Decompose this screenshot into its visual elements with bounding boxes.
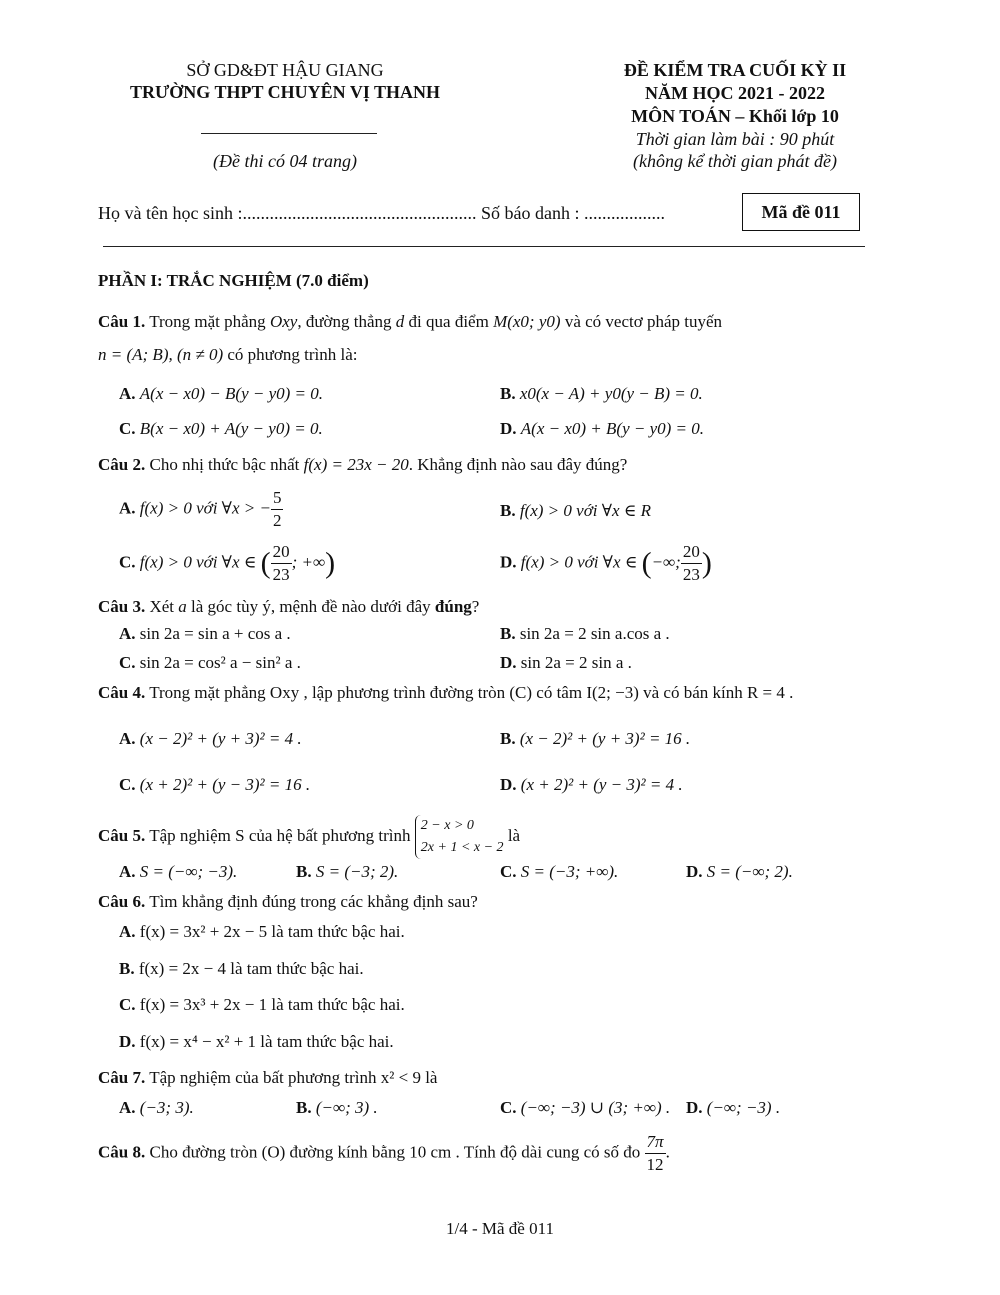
- q6-option-c[interactable]: C. f(x) = 3x³ + 2x − 1 là tam thức bậc hai.: [119, 995, 405, 1014]
- question-label: Câu 7.: [98, 1068, 146, 1087]
- page-footer: 1/4 - Mã đề 011: [446, 1219, 554, 1238]
- section-title: PHẦN I: TRẮC NGHIỆM (7.0 điểm): [98, 271, 369, 290]
- q7-option-d[interactable]: D. (−∞; −3) .: [686, 1098, 781, 1117]
- q7-option-c[interactable]: C. (−∞; −3) ∪ (3; +∞) .: [500, 1098, 671, 1117]
- question-8: Câu 8. Cho đường tròn (O) đường kính bằng 10 cm . Tính độ dài cung có số đo $\frac{7\pi}{12}$ .: [98, 1132, 670, 1174]
- q2-option-c[interactable]: C. f(x) > 0 với ∀x ∈ ( $\frac{20}{23}$ ; +∞): [119, 542, 336, 584]
- q1-option-d[interactable]: D. A(x − x0) + B(y − y0) = 0.: [500, 419, 705, 438]
- fraction: $\frac{20}{23}$: [682, 542, 700, 584]
- school-year: NĂM HỌC 2021 - 2022: [645, 83, 825, 103]
- question-7: Câu 7. Tập nghiệm của bất phương trình x² < 9 là: [98, 1068, 438, 1087]
- exam-title: ĐỀ KIỂM TRA CUỐI KỲ II: [623, 60, 847, 80]
- duration-note: (không kể thời gian phát đề): [632, 151, 838, 171]
- question-label: Câu 4.: [98, 683, 146, 702]
- question-1-line2: n = (A; B), (n ≠ 0) có phương trình là:: [98, 345, 358, 364]
- question-6: Câu 6. Tìm khẳng định đúng trong các khẳng định sau?: [98, 892, 478, 911]
- fraction: $\frac{20}{23}$: [272, 542, 290, 584]
- q6-option-a[interactable]: A. f(x) = 3x² + 2x − 5 là tam thức bậc hai.: [119, 922, 405, 941]
- q7-option-b[interactable]: B. (−∞; 3) .: [296, 1098, 378, 1117]
- q1-option-b[interactable]: B. x0(x − A) + y0(y − B) = 0.: [500, 384, 703, 403]
- duration: Thời gian làm bài : 90 phút: [635, 129, 835, 149]
- q1-option-a[interactable]: A. A(x − x0) − B(y − y0) = 0.: [119, 384, 324, 403]
- question-label: Câu 2.: [98, 455, 146, 474]
- q4-option-c[interactable]: C. (x + 2)² + (y − 3)² = 16 .: [119, 775, 311, 794]
- q5-option-b[interactable]: B. S = (−3; 2).: [296, 862, 399, 881]
- q2-option-a[interactable]: A. f(x) > 0 với ∀x > − $\frac{5}{2}$: [119, 488, 282, 530]
- question-1: Câu 1. Trong mặt phẳng Oxy, đường thẳng d đi qua điểm M(x0; y0) và có vectơ pháp tuyến: [98, 312, 723, 331]
- q3-option-a[interactable]: A. sin 2a = sin a + cos a .: [119, 624, 291, 643]
- question-label: Câu 1.: [98, 312, 146, 331]
- q5-option-d[interactable]: D. S = (−∞; 2).: [686, 862, 793, 881]
- q4-option-a[interactable]: A. (x − 2)² + (y + 3)² = 4 .: [119, 729, 302, 748]
- header-divider: [103, 246, 865, 247]
- header-left-note: (Đề thi có 04 trang): [213, 151, 357, 171]
- q2-option-b[interactable]: B. f(x) > 0 với ∀x ∈ R: [500, 501, 652, 520]
- question-4: Câu 4. Trong mặt phẳng Oxy , lập phương trình đường tròn (C) có tâm I(2; −3) và có bán kính R = 4 .: [98, 683, 794, 702]
- header-left-rule: [201, 133, 377, 134]
- inequality-system: 2 − x > 0 2x + 1 < x − 2: [415, 815, 504, 859]
- q4-option-b[interactable]: B. (x − 2)² + (y + 3)² = 16 .: [500, 729, 691, 748]
- q3-option-c[interactable]: C. sin 2a = cos² a − sin² a .: [119, 653, 301, 672]
- question-label: Câu 5.: [98, 825, 146, 845]
- exam-code: Mã đề 011: [761, 202, 841, 222]
- question-label: Câu 8.: [98, 1142, 146, 1162]
- q5-option-c[interactable]: C. S = (−3; +∞).: [500, 862, 619, 881]
- fraction: $\frac{5}{2}$: [272, 488, 282, 530]
- fraction: $\frac{7\pi}{12}$: [646, 1132, 664, 1174]
- q6-option-d[interactable]: D. f(x) = x⁴ − x² + 1 là tam thức bậc hai.: [119, 1032, 394, 1051]
- header-left-line1: SỞ GD&ĐT HẬU GIANG: [186, 60, 384, 80]
- student-info-line: Họ và tên học sinh :.................................................... Số báo danh : ..................: [98, 203, 665, 223]
- q7-option-a[interactable]: A. (−3; 3).: [119, 1098, 194, 1117]
- q3-option-d[interactable]: D. sin 2a = 2 sin a .: [500, 653, 632, 672]
- subject: MÔN TOÁN – Khối lớp 10: [631, 106, 839, 126]
- question-5: Câu 5. Tập nghiệm S của hệ bất phương trình 2 − x > 0 2x + 1 < x − 2 là: [98, 815, 520, 859]
- question-3: Câu 3. Xét a là góc tùy ý, mệnh đề nào dưới đây đúng?: [98, 597, 480, 616]
- header-left-line2: TRƯỜNG THPT CHUYÊN VỊ THANH: [129, 82, 441, 102]
- q1-option-c[interactable]: C. B(x − x0) + A(y − y0) = 0.: [119, 419, 323, 438]
- q3-option-b[interactable]: B. sin 2a = 2 sin a.cos a .: [500, 624, 670, 643]
- q2-option-d[interactable]: D. f(x) > 0 với ∀x ∈ (−∞; $\frac{20}{23}$ ): [500, 542, 712, 584]
- question-2: Câu 2. Cho nhị thức bậc nhất f(x) = 23x − 20. Khẳng định nào sau đây đúng?: [98, 455, 628, 474]
- q4-option-d[interactable]: D. (x + 2)² + (y − 3)² = 4 .: [500, 775, 683, 794]
- question-label: Câu 3.: [98, 597, 146, 616]
- q6-option-b[interactable]: B. f(x) = 2x − 4 là tam thức bậc hai.: [119, 959, 364, 978]
- question-label: Câu 6.: [98, 892, 146, 911]
- q5-option-a[interactable]: A. S = (−∞; −3).: [119, 862, 238, 881]
